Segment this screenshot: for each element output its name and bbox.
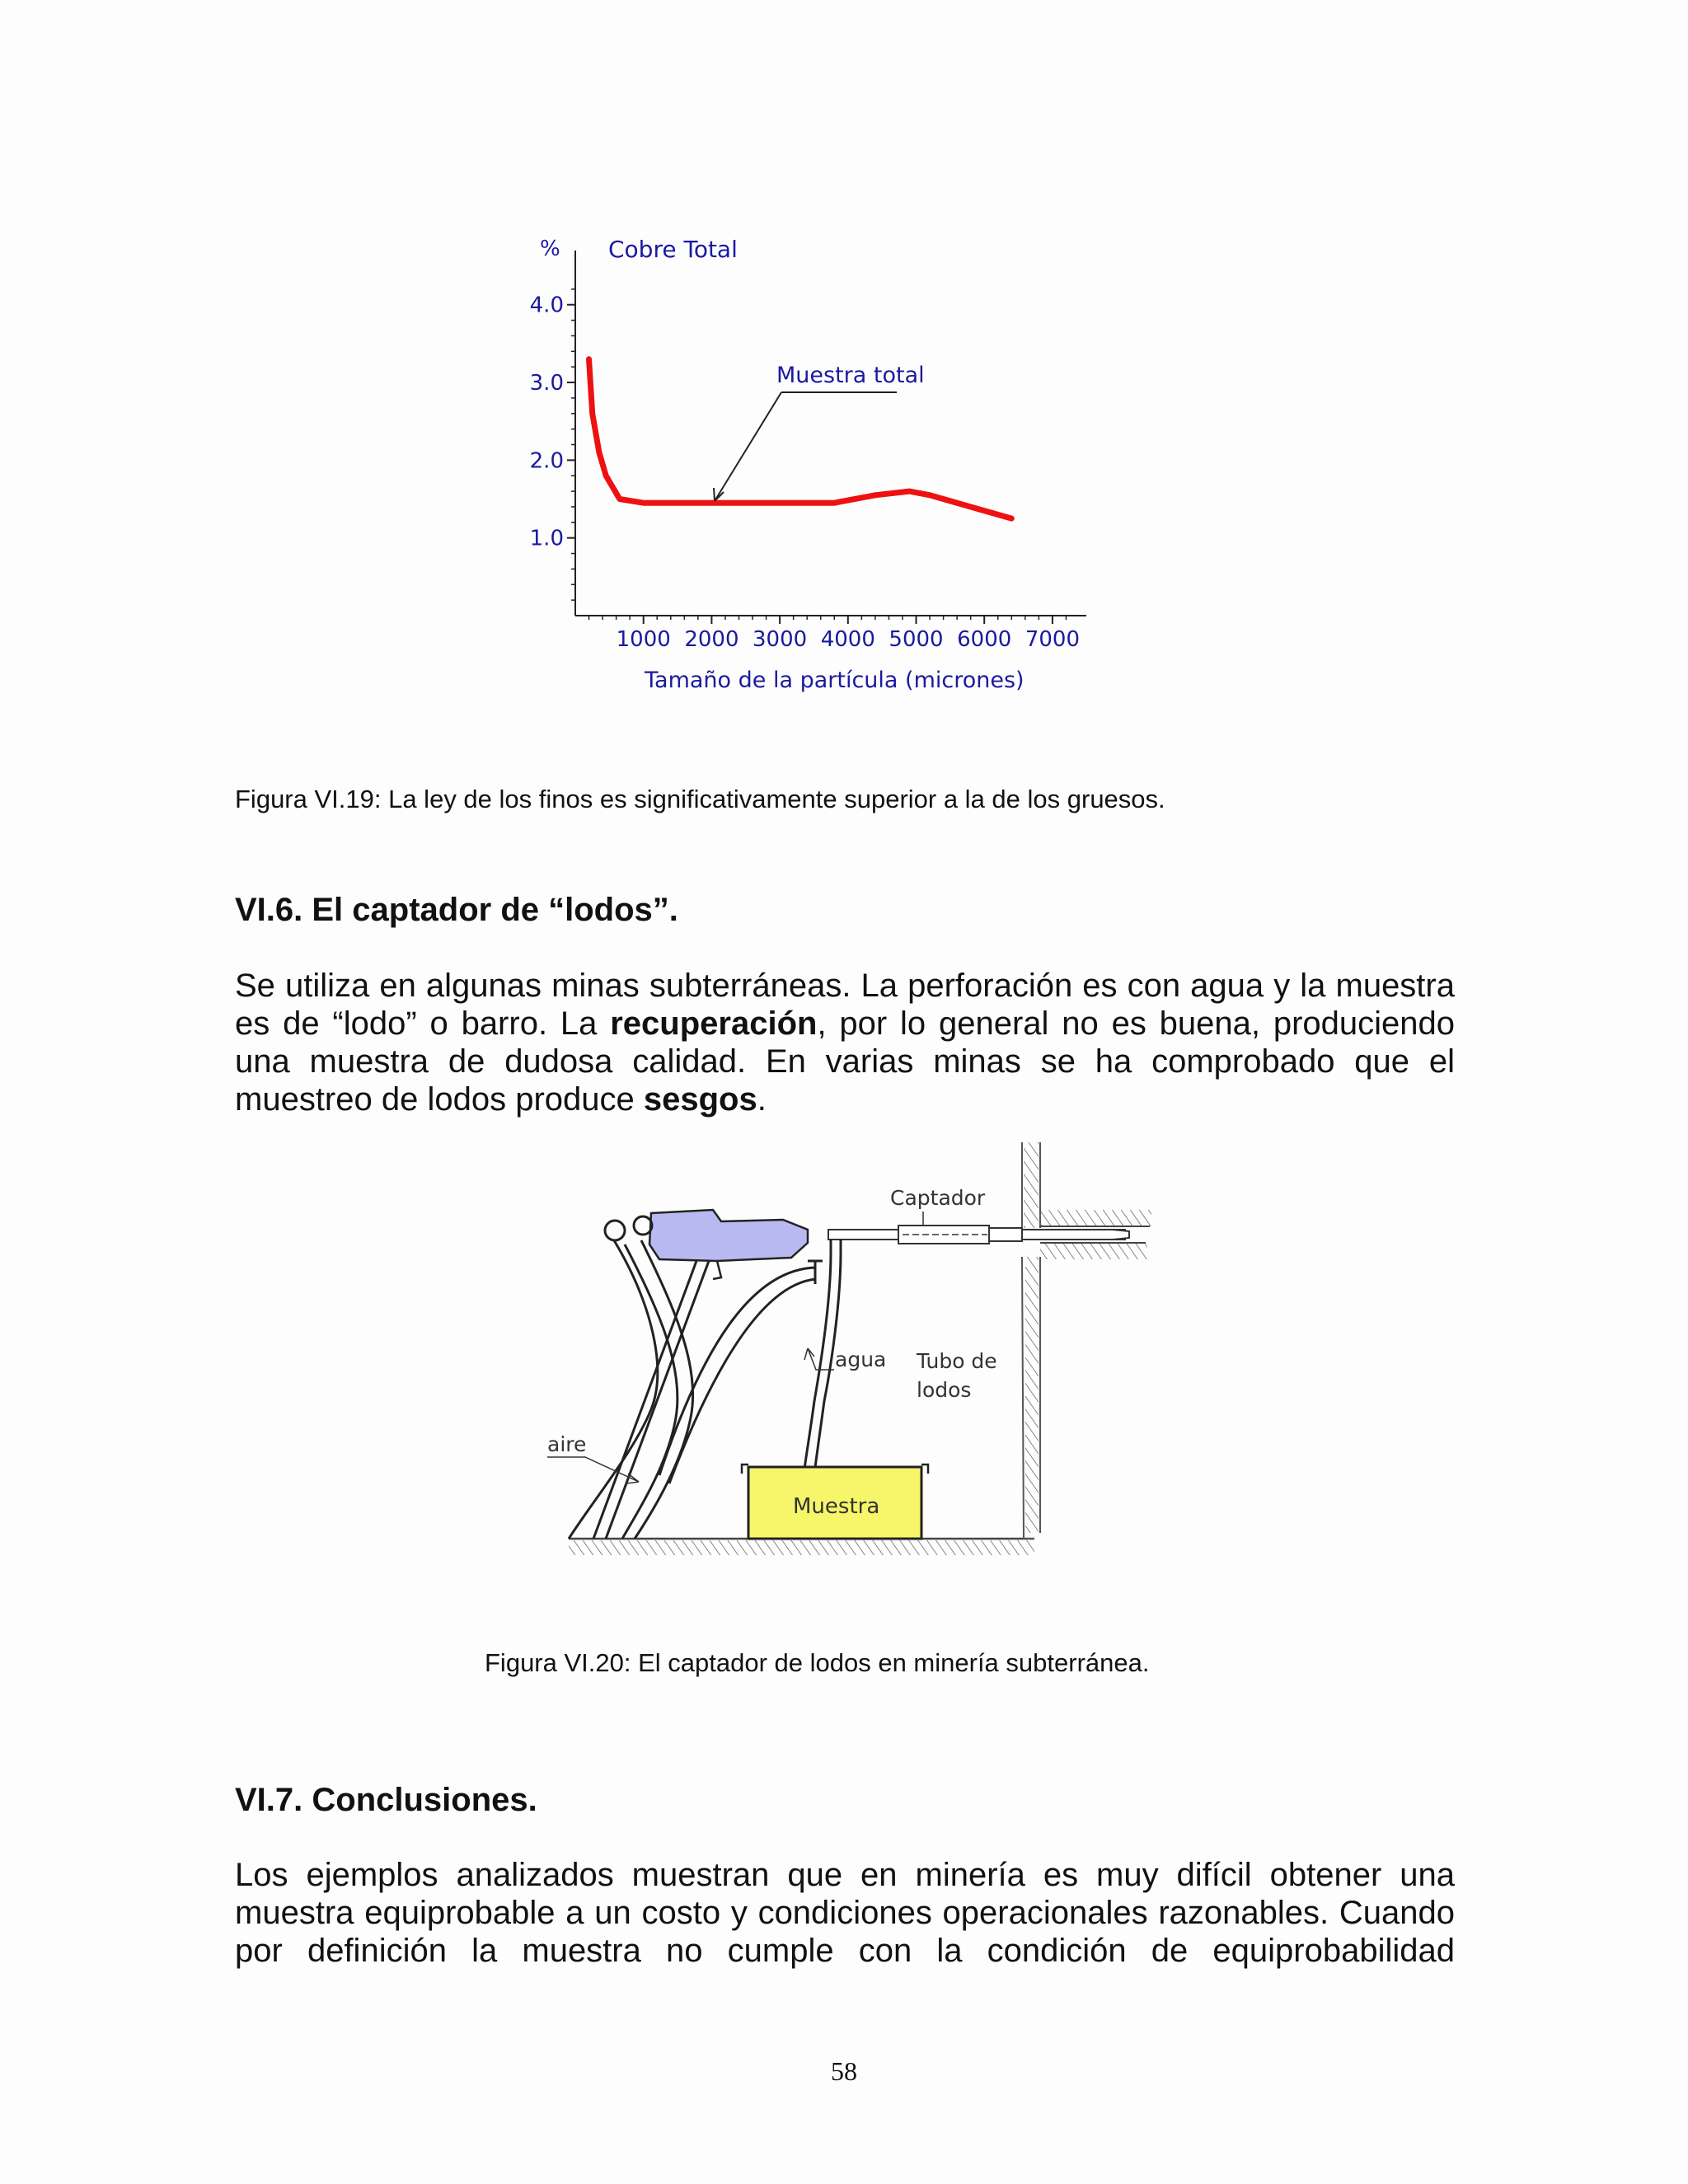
term-recuperacion: recuperación bbox=[610, 1005, 818, 1042]
label-lodos: lodos bbox=[917, 1378, 972, 1402]
y-tick-label: 4.0 bbox=[529, 293, 564, 318]
sludge-sampler-diagram bbox=[536, 1137, 1162, 1582]
support-bracket bbox=[713, 1261, 721, 1279]
borehole-upper-hatch bbox=[1040, 1210, 1151, 1226]
pusher-leg-inner bbox=[635, 1240, 693, 1539]
section-vi7-paragraph bbox=[235, 1856, 1455, 1970]
figure-vi19-caption: Figura VI.19: La ley de los finos es significativamente superior a la de los gruesos. bbox=[235, 785, 1165, 813]
x-tick-label: 7000 bbox=[1025, 627, 1081, 652]
paragraph-line: muestra equiprobable a un costo y condiciones operacionales razonables. Cuando bbox=[235, 1895, 1455, 1931]
wall-hatching bbox=[1024, 1142, 1039, 1228]
paragraph-line: es de “lodo” o barro. La recuperación, por lo general no es buena, produciendo bbox=[235, 1005, 1455, 1042]
drill-body bbox=[649, 1210, 808, 1261]
x-axis-label: Tamaño de la partícula (micrones) bbox=[645, 668, 1025, 693]
aire-leader bbox=[547, 1457, 639, 1483]
label-captador: Captador bbox=[890, 1186, 986, 1210]
paragraph-line: Los ejemplos analizados muestran que en minería es muy difícil obtener una bbox=[235, 1857, 1455, 1893]
x-tick-label: 2000 bbox=[684, 627, 739, 652]
y-tick-label: 3.0 bbox=[529, 371, 564, 396]
drill-bit bbox=[1113, 1230, 1129, 1240]
figure-vi19 bbox=[511, 223, 1088, 717]
label-aire: aire bbox=[547, 1432, 587, 1456]
paragraph-line: por definición la muestra no cumple con la condición de equiprobabilidad bbox=[235, 1933, 1455, 1969]
handle-loop-left bbox=[605, 1221, 625, 1240]
figure-vi20 bbox=[536, 1137, 1162, 1582]
label-agua: agua bbox=[835, 1347, 887, 1371]
section-vi6-paragraph bbox=[235, 967, 1455, 1118]
x-tick-label: 4000 bbox=[820, 627, 875, 652]
section-vi7-heading: VI.7. Conclusiones. bbox=[235, 1782, 537, 1818]
wall-hatching-lower bbox=[1025, 1257, 1039, 1533]
paragraph-line: una muestra de dudosa calidad. En varias minas se ha comprobado que el bbox=[235, 1043, 1455, 1080]
x-tick-label: 3000 bbox=[753, 627, 808, 652]
label-muestra: Muestra bbox=[793, 1494, 880, 1519]
pusher-leg bbox=[622, 1244, 678, 1539]
copper-grade-chart bbox=[511, 223, 1088, 717]
chart-series-title: Cobre Total bbox=[608, 236, 738, 263]
x-tick-label: 1000 bbox=[616, 627, 671, 652]
x-tick-label: 6000 bbox=[957, 627, 1012, 652]
page-number: 58 bbox=[831, 2056, 857, 2086]
term-sesgos: sesgos bbox=[643, 1081, 757, 1118]
annotation-label: Muestra total bbox=[776, 363, 925, 388]
section-vi6-heading: VI.6. El captador de “lodos”. bbox=[235, 892, 678, 928]
y-tick-label: 1.0 bbox=[529, 526, 564, 551]
floor-hatching bbox=[569, 1540, 1034, 1555]
borehole-lower-hatch bbox=[1040, 1243, 1147, 1259]
y-tick-label: 2.0 bbox=[529, 448, 564, 474]
y-unit-label: % bbox=[540, 237, 560, 261]
annotation-leader bbox=[715, 392, 781, 501]
rod-coupling bbox=[989, 1228, 1022, 1241]
paragraph-line: Se utiliza en algunas minas subterráneas. La perforación es con agua y la muestra bbox=[235, 968, 1455, 1004]
paragraph-line: muestreo de lodos produce sesgos. bbox=[235, 1081, 767, 1118]
figure-vi20-caption: Figura VI.20: El captador de lodos en minería subterránea. bbox=[485, 1648, 1150, 1677]
handle-loop-right bbox=[634, 1216, 652, 1235]
label-tubo-de: Tubo de bbox=[917, 1349, 997, 1373]
x-tick-label: 5000 bbox=[889, 627, 944, 652]
